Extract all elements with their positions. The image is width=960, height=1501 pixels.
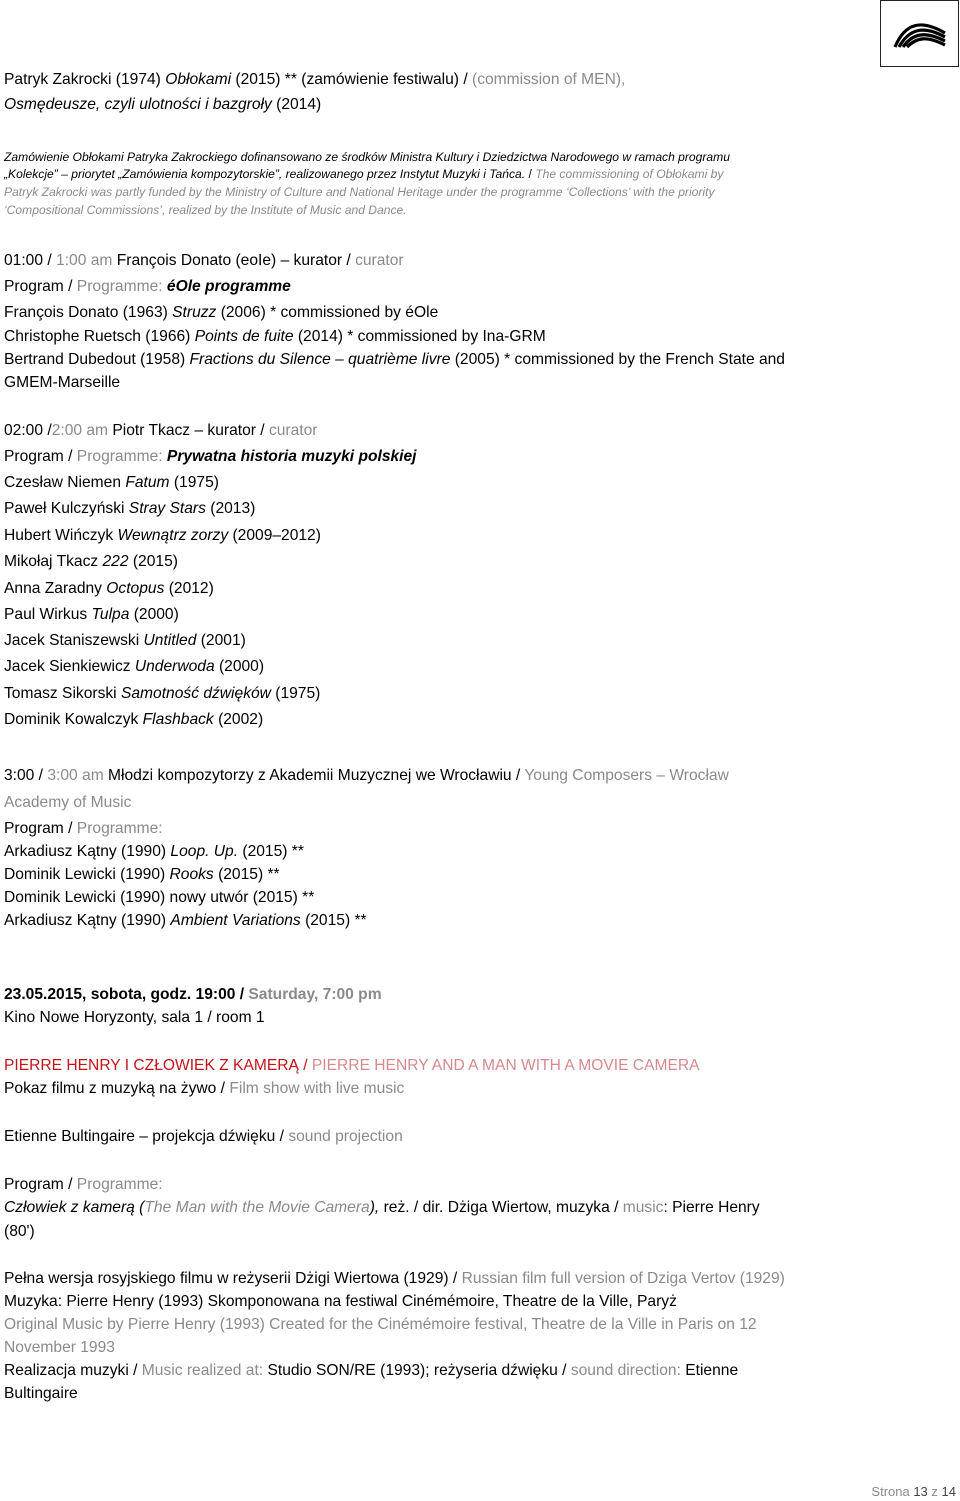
event-film-line-2: (80') <box>4 1223 35 1240</box>
funding-note-line-3: Patryk Zakrocki was partly funded by the Ministry of Culture and National Heritage under the programme ‘Collections’ with the priority <box>4 185 715 199</box>
block1-item: François Donato (1963) Struzz (2006) * commissioned by éOle <box>4 304 439 321</box>
block2-heading: 02:00 /2:00 am Piotr Tkacz – kurator / curator <box>4 422 318 439</box>
block1-heading: 01:00 / 1:00 am François Donato (eoIe) – kurator / curator <box>4 252 404 269</box>
block2-program: Program / Programme: Prywatna historia muzyki polskiej <box>4 448 417 465</box>
block3-program: Program / Programme: <box>4 820 163 837</box>
block2-item: Hubert Wińczyk Wewnątrz zorzy (2009–2012) <box>4 527 321 544</box>
funding-note-line-2: „Kolekcje” – priorytet „Zamówienia kompozytorskie”, realizowanego przez Instytut Muzyki i Tańca. / The commissioning of Obłokami by <box>4 167 724 181</box>
event-full-version: Pełna wersja rosyjskiego filmu w reżyserii Dżigi Wiertowa (1929) / Russian film full version of Dziga Vertov (1929) <box>4 1270 785 1287</box>
block2-item: Dominik Kowalczyk Flashback (2002) <box>4 711 264 728</box>
block3-heading-cont: Academy of Music <box>4 794 132 811</box>
block1-program: Program / Programme: éOle programme <box>4 278 291 295</box>
block3-item: Dominik Lewicki (1990) nowy utwór (2015) ** <box>4 889 315 906</box>
page-number: Strona 13 z 14 <box>871 1484 956 1499</box>
block1-item-cont: GMEM-Marseille <box>4 374 121 391</box>
funding-note-line-4: ‘Compositional Commissions’, realized by the Institute of Music and Dance. <box>4 203 407 217</box>
event-music-en-2: November 1993 <box>4 1339 115 1356</box>
block2-item: Jacek Staniszewski Untitled (2001) <box>4 632 246 649</box>
block3-heading: 3:00 / 3:00 am Młodzi kompozytorzy z Akademii Muzycznej we Wrocławiu / Young Composers – Wrocław <box>4 767 729 784</box>
block1-item: Bertrand Dubedout (1958) Fractions du Silence – quatrième livre (2005) * commissioned by the French State and <box>4 351 785 368</box>
block2-item: Mikołaj Tkacz 222 (2015) <box>4 553 178 570</box>
funding-note-line-1: Zamówienie Obłokami Patryka Zakrockiego dofinansowano ze środków Ministra Kultury i Dziedzictwa Narodowego w ramach programu <box>4 150 730 164</box>
block2-item: Czesław Niemen Fatum (1975) <box>4 474 219 491</box>
event-film-line-1: Człowiek z kamerą (The Man with the Movie Camera), reż. / dir. Dżiga Wiertow, muzyka / music: Pierre Henry <box>4 1199 760 1216</box>
block2-item: Tomasz Sikorski Samotność dźwięków (1975) <box>4 685 321 702</box>
event-music-en-1: Original Music by Pierre Henry (1993) Created for the Cinémémoire festival, Theatre de la Ville in Paris on 12 <box>4 1316 757 1333</box>
event-venue: Kino Nowe Horyzonty, sala 1 / room 1 <box>4 1009 265 1026</box>
festival-logo <box>880 0 959 67</box>
block2-item: Anna Zaradny Octopus (2012) <box>4 580 214 597</box>
event-title: PIERRE HENRY I CZŁOWIEK Z KAMERĄ / PIERRE HENRY AND A MAN WITH A MOVIE CAMERA <box>4 1057 700 1074</box>
block3-item: Dominik Lewicki (1990) Rooks (2015) ** <box>4 866 280 883</box>
block1-item: Christophe Ruetsch (1966) Points de fuite (2014) * commissioned by Ina-GRM <box>4 328 546 345</box>
event-projection: Etienne Bultingaire – projekcja dźwięku / sound projection <box>4 1128 403 1145</box>
event-realization-cont: Bultingaire <box>4 1385 78 1402</box>
header-line-1: Patryk Zakrocki (1974) Obłokami (2015) ** (zamówienie festiwalu) / (commission of MEN), <box>4 71 626 88</box>
event-music-pl: Muzyka: Pierre Henry (1993) Skomponowana na festiwal Cinémémoire, Theatre de la Ville, Paryż <box>4 1293 677 1310</box>
event-subtitle: Pokaz filmu z muzyką na żywo / Film show with live music <box>4 1080 405 1097</box>
event-program: Program / Programme: <box>4 1176 163 1193</box>
block3-item: Arkadiusz Kątny (1990) Ambient Variations (2015) ** <box>4 912 367 929</box>
block2-item: Paul Wirkus Tulpa (2000) <box>4 606 179 623</box>
wave-logo-icon <box>891 17 949 51</box>
block2-item: Jacek Sienkiewicz Underwoda (2000) <box>4 658 265 675</box>
event-date: 23.05.2015, sobota, godz. 19:00 / Saturday, 7:00 pm <box>4 986 382 1003</box>
header-line-2: Osmędeusze, czyli ulotności i bazgroły (2014) <box>4 96 322 113</box>
block2-item: Paweł Kulczyński Stray Stars (2013) <box>4 500 256 517</box>
block3-item: Arkadiusz Kątny (1990) Loop. Up. (2015) ** <box>4 843 304 860</box>
event-realization: Realizacja muzyki / Music realized at: Studio SON/RE (1993); reżyseria dźwięku / sound direction: Etienne <box>4 1362 739 1379</box>
